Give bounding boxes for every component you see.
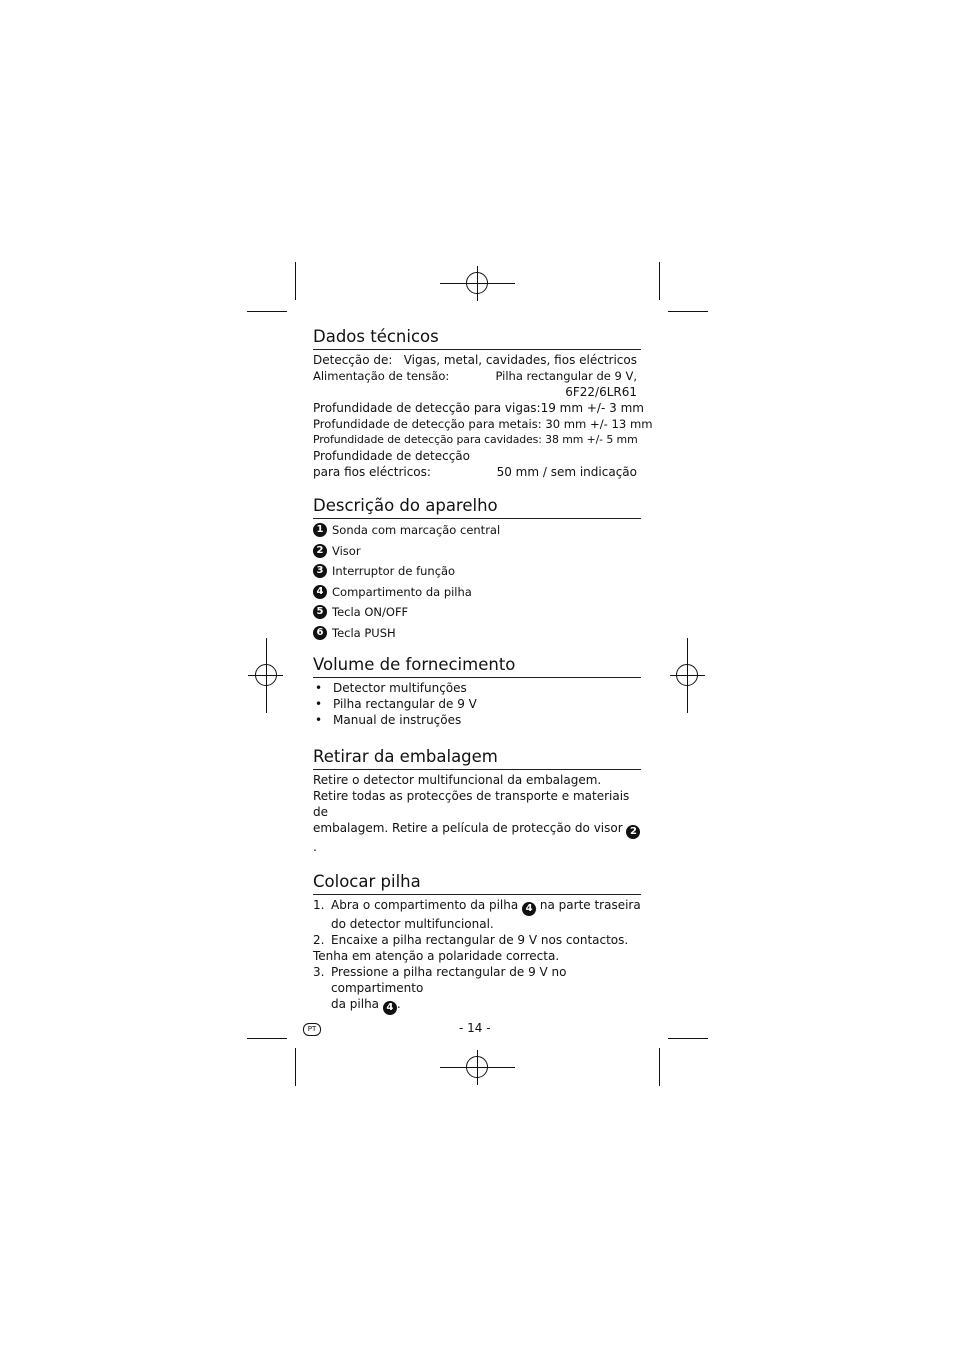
text-fragment: .	[396, 997, 401, 1011]
step-number: 3.	[313, 965, 325, 979]
list-item	[313, 712, 641, 728]
description-label: Compartimento da pilha	[332, 584, 472, 599]
tech-row-power	[313, 368, 637, 384]
text-fragment: da pilha	[331, 997, 380, 1011]
step-text	[331, 897, 641, 932]
tech-row-detection	[313, 352, 637, 368]
number-icon: 1	[313, 523, 327, 537]
step-text: Encaixe a pilha rectangular de 9 V nos contactos.	[331, 933, 629, 947]
step-text	[331, 964, 641, 1015]
number-icon: 3	[313, 564, 327, 578]
description-label: Tecla PUSH	[332, 625, 396, 640]
unpack-text	[313, 772, 641, 855]
battery-section	[313, 871, 641, 1015]
description-label: Interruptor de função	[332, 564, 456, 579]
step-number: 2.	[313, 933, 325, 947]
wires-label-1: Profundidade de detecção	[313, 449, 471, 463]
wires-label-2: para fios eléctricos:	[313, 465, 431, 479]
detection-label: Detecção de:	[313, 353, 393, 367]
tech-row-beams	[313, 400, 644, 416]
list-item-label: Manual de instruções	[333, 713, 462, 727]
battery-steps	[313, 964, 641, 1015]
bullet-icon: •	[315, 681, 323, 695]
list-item	[313, 680, 641, 696]
crop-mark	[659, 1048, 660, 1086]
crop-mark	[295, 1048, 296, 1086]
crop-mark	[668, 311, 708, 312]
registration-circle	[676, 664, 698, 686]
wires-value: 50 mm / sem indicação	[496, 465, 637, 479]
page-content	[313, 326, 653, 1015]
crop-mark	[247, 1038, 287, 1039]
number-icon: 4	[522, 902, 536, 916]
text-line	[313, 820, 641, 855]
bullet-icon: •	[315, 697, 323, 711]
list-item-label: Pilha rectangular de 9 V	[333, 697, 477, 711]
text-line: Retire o detector multifuncional da embalagem.	[313, 773, 602, 787]
description-item	[313, 520, 641, 541]
tech-data-section	[313, 326, 653, 480]
crop-mark	[247, 311, 287, 312]
text-fragment: Pressione a pilha rectangular de 9 V no compartimento	[331, 965, 567, 995]
description-label: Visor	[332, 543, 361, 558]
detection-value: Vigas, metal, cavidades, fios eléctricos	[403, 353, 637, 367]
text-fragment: .	[313, 840, 317, 854]
tech-row-wires	[313, 464, 637, 480]
list-item	[313, 696, 641, 712]
supply-section	[313, 654, 641, 728]
section-title: Retirar da embalagem	[313, 746, 641, 770]
text-fragment: embalagem. Retire a película de protecção do visor	[313, 821, 623, 835]
text-fragment: do detector multifuncional.	[331, 917, 494, 931]
registration-circle	[255, 664, 277, 686]
number-icon: 4	[313, 585, 327, 599]
list-item-label: Detector multifunções	[333, 681, 467, 695]
section-title: Colocar pilha	[313, 871, 641, 895]
number-icon: 4	[383, 1001, 397, 1015]
description-item	[313, 582, 641, 603]
supply-list	[313, 680, 641, 728]
text-fragment: Abra o compartimento da pilha	[331, 898, 519, 912]
crop-mark	[659, 262, 660, 300]
section-title: Volume de fornecimento	[313, 654, 641, 678]
tech-data-table	[313, 352, 653, 480]
power-value-2: 6F22/6LR61	[565, 385, 637, 399]
section-title: Dados técnicos	[313, 326, 641, 350]
description-label: Tecla ON/OFF	[332, 605, 409, 620]
step-number: 1.	[313, 898, 325, 912]
language-badge: PT	[303, 1023, 321, 1036]
step-item	[313, 932, 641, 948]
power-value: Pilha rectangular de 9 V,	[495, 369, 637, 383]
description-list	[313, 520, 641, 643]
polarity-note: Tenha em atenção a polaridade correcta.	[313, 949, 560, 963]
description-label: Sonda com marcação central	[332, 523, 501, 538]
cavities-row: Profundidade de detecção para cavidades: 38 mm +/- 5 mm	[313, 433, 638, 446]
number-icon: 5	[313, 605, 327, 619]
page-number: - 14 -	[459, 1021, 491, 1035]
number-icon: 6	[313, 626, 327, 640]
beams-label: Profundidade de detecção para vigas:	[313, 401, 541, 415]
description-item	[313, 623, 641, 644]
power-label: Alimentação de tensão:	[313, 369, 450, 383]
metals-row: Profundidade de detecção para metais: 30 mm +/- 13 mm	[313, 417, 653, 431]
number-icon: 2	[313, 544, 327, 558]
unpack-section	[313, 746, 641, 855]
text-fragment: na parte traseira	[539, 898, 641, 912]
crop-mark	[668, 1038, 708, 1039]
crop-mark	[295, 262, 296, 300]
device-description-section	[313, 495, 641, 643]
number-icon: 2	[626, 825, 640, 839]
step-item	[313, 964, 641, 1015]
description-item	[313, 602, 641, 623]
step-item	[313, 897, 641, 932]
beams-value: 19 mm +/- 3 mm	[540, 401, 644, 415]
text-line: Retire todas as protecções de transporte e materiais de	[313, 789, 630, 819]
section-title: Descrição do aparelho	[313, 495, 641, 519]
description-item	[313, 541, 641, 562]
registration-circle	[466, 272, 488, 294]
bullet-icon: •	[315, 713, 323, 727]
description-item	[313, 561, 641, 582]
registration-circle	[466, 1056, 488, 1078]
battery-steps	[313, 897, 641, 948]
